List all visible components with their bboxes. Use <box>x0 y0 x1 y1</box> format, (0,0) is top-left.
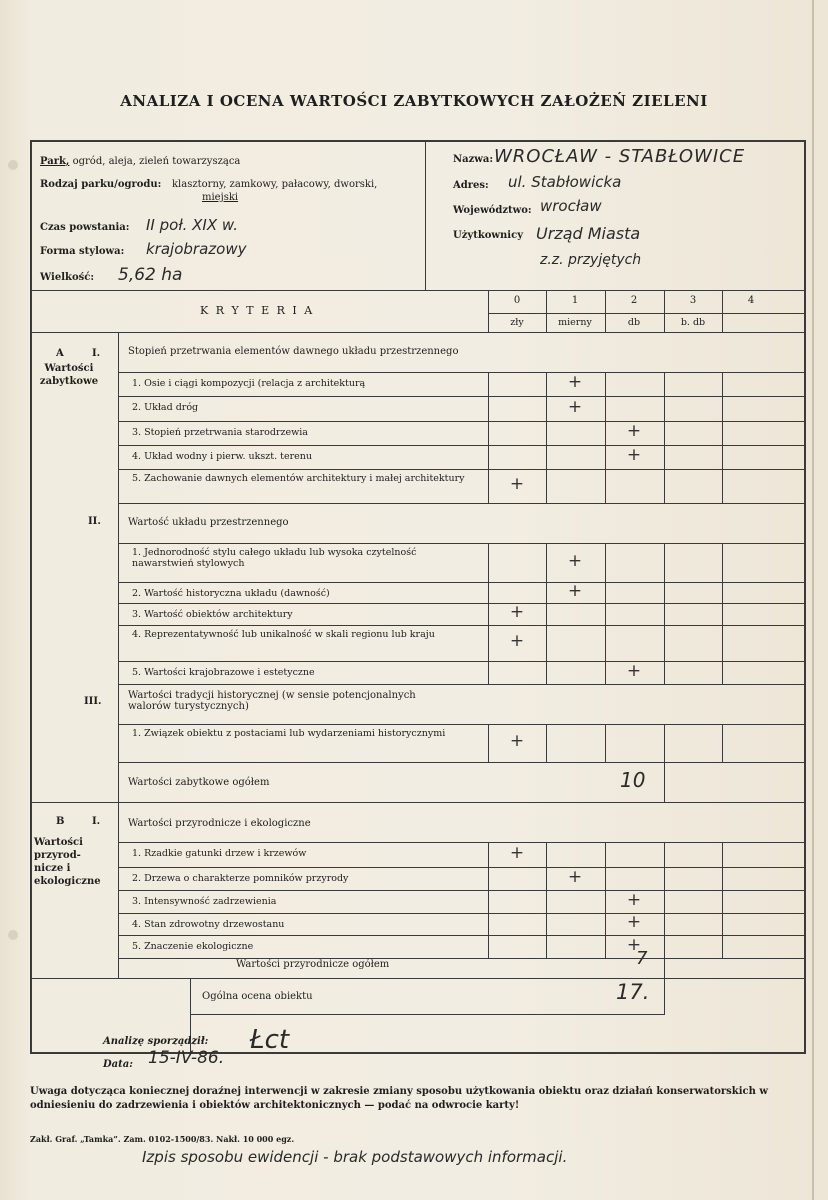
criterion-label: 2. Drzewa o charakterze pomników przyrody <box>132 873 349 884</box>
row-line <box>118 625 806 626</box>
col-line <box>664 372 665 396</box>
grade-3-number: 3 <box>689 295 697 306</box>
grade-mark: + <box>567 866 583 887</box>
grade-mark: + <box>567 372 583 392</box>
col-line <box>722 469 723 503</box>
criterion-label: 1. Osie i ciągi kompozycji (relacja z architekturą <box>132 378 366 389</box>
col-line <box>605 625 606 661</box>
criterion-label: 3. Stopień przetrwania starodrzewia <box>132 427 308 438</box>
col-line <box>605 582 606 603</box>
row-line <box>118 890 806 891</box>
col-line <box>488 913 489 935</box>
col-line <box>605 724 606 762</box>
col-line <box>664 421 665 445</box>
group-title: Wartości przyrodnicze i ekologiczne <box>128 818 311 829</box>
row-line <box>118 867 119 890</box>
col-line <box>722 372 723 396</box>
frame-left <box>30 140 32 1053</box>
col-line <box>722 935 723 958</box>
col-line <box>605 603 606 625</box>
grade-mark: + <box>509 842 525 863</box>
row-line <box>118 372 806 373</box>
row-line <box>118 724 119 762</box>
group-title: Wartości tradycji historycznej (w sensie potencjonalnych walorów turystycznych) <box>128 690 416 712</box>
col-line <box>546 445 547 469</box>
document-title: ANALIZA I OCENA WARTOŚCI ZABYTKOWYCH ZAŁOŻEŃ ZIELENI <box>120 92 708 110</box>
row-line <box>118 625 119 661</box>
criterion-label: 5. Znaczenie ekologiczne <box>132 941 254 952</box>
grade-mark: + <box>509 631 525 651</box>
row-line <box>118 661 806 662</box>
handwritten-note: Izpis sposobu ewidencji - brak podstawowych informacji. <box>142 1148 568 1166</box>
row-line <box>118 958 806 959</box>
criterion-label: 5. Zachowanie dawnych elementów architektury i małej architektury <box>132 473 465 484</box>
overall-label: Ogólna ocena obiektu <box>202 991 313 1002</box>
row-line <box>118 935 806 936</box>
wojewodztwo-value: wrocław <box>540 197 602 215</box>
col-line <box>722 842 723 867</box>
row-line <box>118 469 806 470</box>
grade-2-word: db <box>627 317 641 328</box>
group-title: Stopień przetrwania elementów dawnego układu przestrzennego <box>128 346 459 357</box>
criterion-label: 1. Rzadkie gatunki drzew i krzewów <box>132 848 307 859</box>
footer-note: Uwaga dotycząca koniecznej doraźnej interwencji w zakresie zmiany sposobu użytkowania obiektu oraz działań konserwatorskich w odniesieniu do zadrzewienia i obiektów architektonicznych — podać na odwrocie karty! <box>30 1086 768 1111</box>
row-line <box>118 913 806 914</box>
czas-value: II poł. XIX w. <box>146 216 238 234</box>
col-line <box>488 290 489 333</box>
col-line <box>546 625 547 661</box>
grade-3-word: b. db <box>680 317 706 328</box>
col-line <box>546 661 547 684</box>
col-line <box>722 543 723 582</box>
date-value: 15-IV-86. <box>148 1048 225 1068</box>
header-bottom <box>30 290 806 291</box>
col-line <box>664 913 665 935</box>
col-line <box>546 724 547 762</box>
section-a-letter: A <box>56 348 64 359</box>
col-line <box>664 543 665 582</box>
criterion-label: 2. Wartość historyczna układu (dawność) <box>132 588 330 599</box>
col-line <box>664 396 665 421</box>
row-line <box>118 724 806 725</box>
wojewodztwo-label: Województwo: <box>453 205 532 216</box>
col-line <box>664 958 665 978</box>
col-line <box>722 890 723 913</box>
col-line <box>488 372 489 396</box>
page-fold <box>812 0 814 1200</box>
row-line <box>118 842 806 843</box>
col-line <box>664 724 665 762</box>
col-line <box>488 543 489 582</box>
grade-mark: + <box>509 602 525 622</box>
grade-0-word: zły <box>510 317 524 328</box>
row-line <box>118 762 806 763</box>
row-line <box>118 913 119 935</box>
row-line <box>118 603 806 604</box>
col-line <box>664 625 665 661</box>
row-line <box>118 445 806 446</box>
grade-mark: + <box>626 660 642 681</box>
row-line <box>118 421 119 445</box>
group-a3-number: III. <box>84 696 102 707</box>
grade-0-number: 0 <box>513 295 521 306</box>
col-line <box>664 890 665 913</box>
kryteria-header: K R Y T E R I A <box>200 304 315 317</box>
col-line <box>722 290 723 333</box>
col-line <box>605 469 606 503</box>
col-line <box>546 913 547 935</box>
grade-mark: + <box>626 912 642 932</box>
row-line <box>118 396 806 397</box>
col-line <box>546 469 547 503</box>
col-line <box>488 445 489 469</box>
criterion-label: 5. Wartości krajobrazowe i estetyczne <box>132 667 315 678</box>
rodzaj-options: klasztorny, zamkowy, pałacowy, dworski, <box>172 179 378 190</box>
col-line <box>546 890 547 913</box>
criterion-label: 3. Wartość obiektów architektury <box>132 609 293 620</box>
col-line <box>605 842 606 867</box>
row-line <box>118 372 119 396</box>
col-line <box>722 582 723 603</box>
overall-bottom-line <box>190 1014 665 1015</box>
col-line <box>722 913 723 935</box>
criterion-label: 1. Związek obiektu z postaciami lub wydarzeniami historycznymi <box>132 728 446 739</box>
grade-mark: + <box>509 474 525 494</box>
row-line <box>118 842 119 867</box>
col-line <box>664 290 665 333</box>
row-line <box>118 582 119 603</box>
row-line <box>118 661 119 684</box>
criterion-label: 4. Układ wodny i pierw. ukszt. terenu <box>132 451 312 462</box>
col-line <box>605 867 606 890</box>
col-line <box>722 661 723 684</box>
grade-mark: + <box>567 550 583 571</box>
row-line <box>118 867 806 868</box>
rodzaj-label: Rodzaj parku/ogrodu: <box>40 179 162 190</box>
col-line <box>664 842 665 867</box>
row-line <box>118 503 806 504</box>
adres-value: ul. Stabłowicka <box>508 173 622 191</box>
grade-mark: + <box>567 396 583 417</box>
col-line <box>722 603 723 625</box>
section-a-name: Wartości zabytkowe <box>39 363 99 387</box>
grade-2-number: 2 <box>630 295 638 306</box>
row-line <box>118 543 806 544</box>
col-line <box>605 396 606 421</box>
section-b-bottom <box>30 978 806 979</box>
rodzaj-selected: miejski <box>202 192 239 203</box>
col-line <box>664 469 665 503</box>
group-b1-number: I. <box>92 816 101 827</box>
col-line <box>722 867 723 890</box>
section-b-name: Wartości przyrod-nicze i ekologiczne <box>34 837 101 887</box>
row-line <box>118 582 806 583</box>
col-line <box>488 661 489 684</box>
row-line <box>118 396 119 421</box>
col-line <box>488 935 489 958</box>
col-line <box>664 935 665 958</box>
frame-right <box>804 140 806 1053</box>
wielkosc-value: 5,62 ha <box>118 265 183 285</box>
col-line <box>546 935 547 958</box>
group-title: Wartość układu przestrzennego <box>128 517 289 528</box>
criterion-label: 1. Jednorodność stylu całego układu lub wysoka czytelność nawarstwień stylowych <box>132 547 417 569</box>
frame-bottom <box>30 1052 806 1054</box>
group-a1-number: I. <box>92 348 101 359</box>
col-line <box>605 543 606 582</box>
forma-value: krajobrazowy <box>146 240 247 258</box>
group-a2-number: II. <box>88 516 101 527</box>
col-line <box>488 582 489 603</box>
date-label: Data: <box>103 1059 133 1070</box>
imprint: Zakł. Graf. „Tamka”. Zam. 0102-1500/83. Nakł. 10 000 egz. <box>30 1134 295 1144</box>
nazwa-label: Nazwa: <box>453 154 494 165</box>
grade-mark: + <box>626 934 642 955</box>
analize-label: Analizę sporządził: <box>103 1036 209 1047</box>
col-line <box>488 867 489 890</box>
grade-4-number: 4 <box>747 295 755 306</box>
table-header-bottom <box>30 332 806 333</box>
col-line <box>664 582 665 603</box>
adres-label: Adres: <box>453 180 489 191</box>
grade-mark: + <box>509 731 525 751</box>
grade-mark: + <box>626 889 642 910</box>
row-line <box>118 890 119 913</box>
punch-hole <box>8 160 18 170</box>
criterion-label: 3. Intensywność zadrzewienia <box>132 896 277 907</box>
col-line <box>546 842 547 867</box>
overall-value: 17. <box>616 980 650 1004</box>
section-b-top <box>30 802 806 803</box>
grade-mark: + <box>567 580 583 601</box>
uzytkownicy-value-2: z.z. przyjętych <box>540 252 642 268</box>
col-line <box>546 603 547 625</box>
col-line <box>664 603 665 625</box>
total-a-value: 10 <box>620 768 646 792</box>
col-line <box>722 421 723 445</box>
col-line <box>605 290 606 333</box>
wielkosc-label: Wielkość: <box>40 272 95 283</box>
nazwa-value: WROCŁAW - STABŁOWICE <box>494 146 746 167</box>
row-line <box>118 935 119 958</box>
punch-hole <box>8 930 18 940</box>
row-line <box>118 684 806 685</box>
grade-1-word: mierny <box>558 317 592 328</box>
signature: Łct <box>250 1025 290 1055</box>
col-line <box>488 890 489 913</box>
col-line <box>488 421 489 445</box>
header-divider <box>425 140 426 290</box>
row-line <box>118 603 119 625</box>
criterion-label: 2. Układ dróg <box>132 402 199 413</box>
grade-mark: + <box>626 421 642 441</box>
col-line <box>722 625 723 661</box>
row-line <box>118 421 806 422</box>
total-a-label: Wartości zabytkowe ogółem <box>128 777 270 788</box>
frame-top <box>30 140 806 142</box>
col-line <box>664 445 665 469</box>
col-line <box>722 396 723 421</box>
grade-header-divider <box>488 313 804 314</box>
col-line <box>546 290 547 333</box>
col-line <box>722 724 723 762</box>
criterion-label: 4. Reprezentatywność lub unikalność w skali regionu lub kraju <box>132 629 435 640</box>
czas-label: Czas powstania: <box>40 222 130 233</box>
park-label: Park, <box>40 156 70 167</box>
uzytkownicy-label: Użytkownicy <box>453 230 524 241</box>
col-line <box>488 396 489 421</box>
row-line <box>118 543 119 582</box>
row-line <box>118 469 119 503</box>
row-line <box>118 445 119 469</box>
grade-1-number: 1 <box>571 295 579 306</box>
col-line <box>664 867 665 890</box>
col-line <box>605 372 606 396</box>
uzytkownicy-value-1: Urząd Miasta <box>536 224 641 243</box>
col-line <box>664 661 665 684</box>
col-line <box>664 762 665 802</box>
col-line <box>546 421 547 445</box>
total-b-label: Wartości przyrodnicze ogółem <box>236 959 390 970</box>
park-options: ogród, aleja, zieleń towarzysząca <box>69 156 241 167</box>
col-line <box>722 445 723 469</box>
grade-mark: + <box>626 445 642 465</box>
forma-label: Forma stylowa: <box>40 246 125 257</box>
section-b-letter: B <box>56 816 65 827</box>
criterion-label: 4. Stan zdrowotny drzewostanu <box>132 919 285 930</box>
